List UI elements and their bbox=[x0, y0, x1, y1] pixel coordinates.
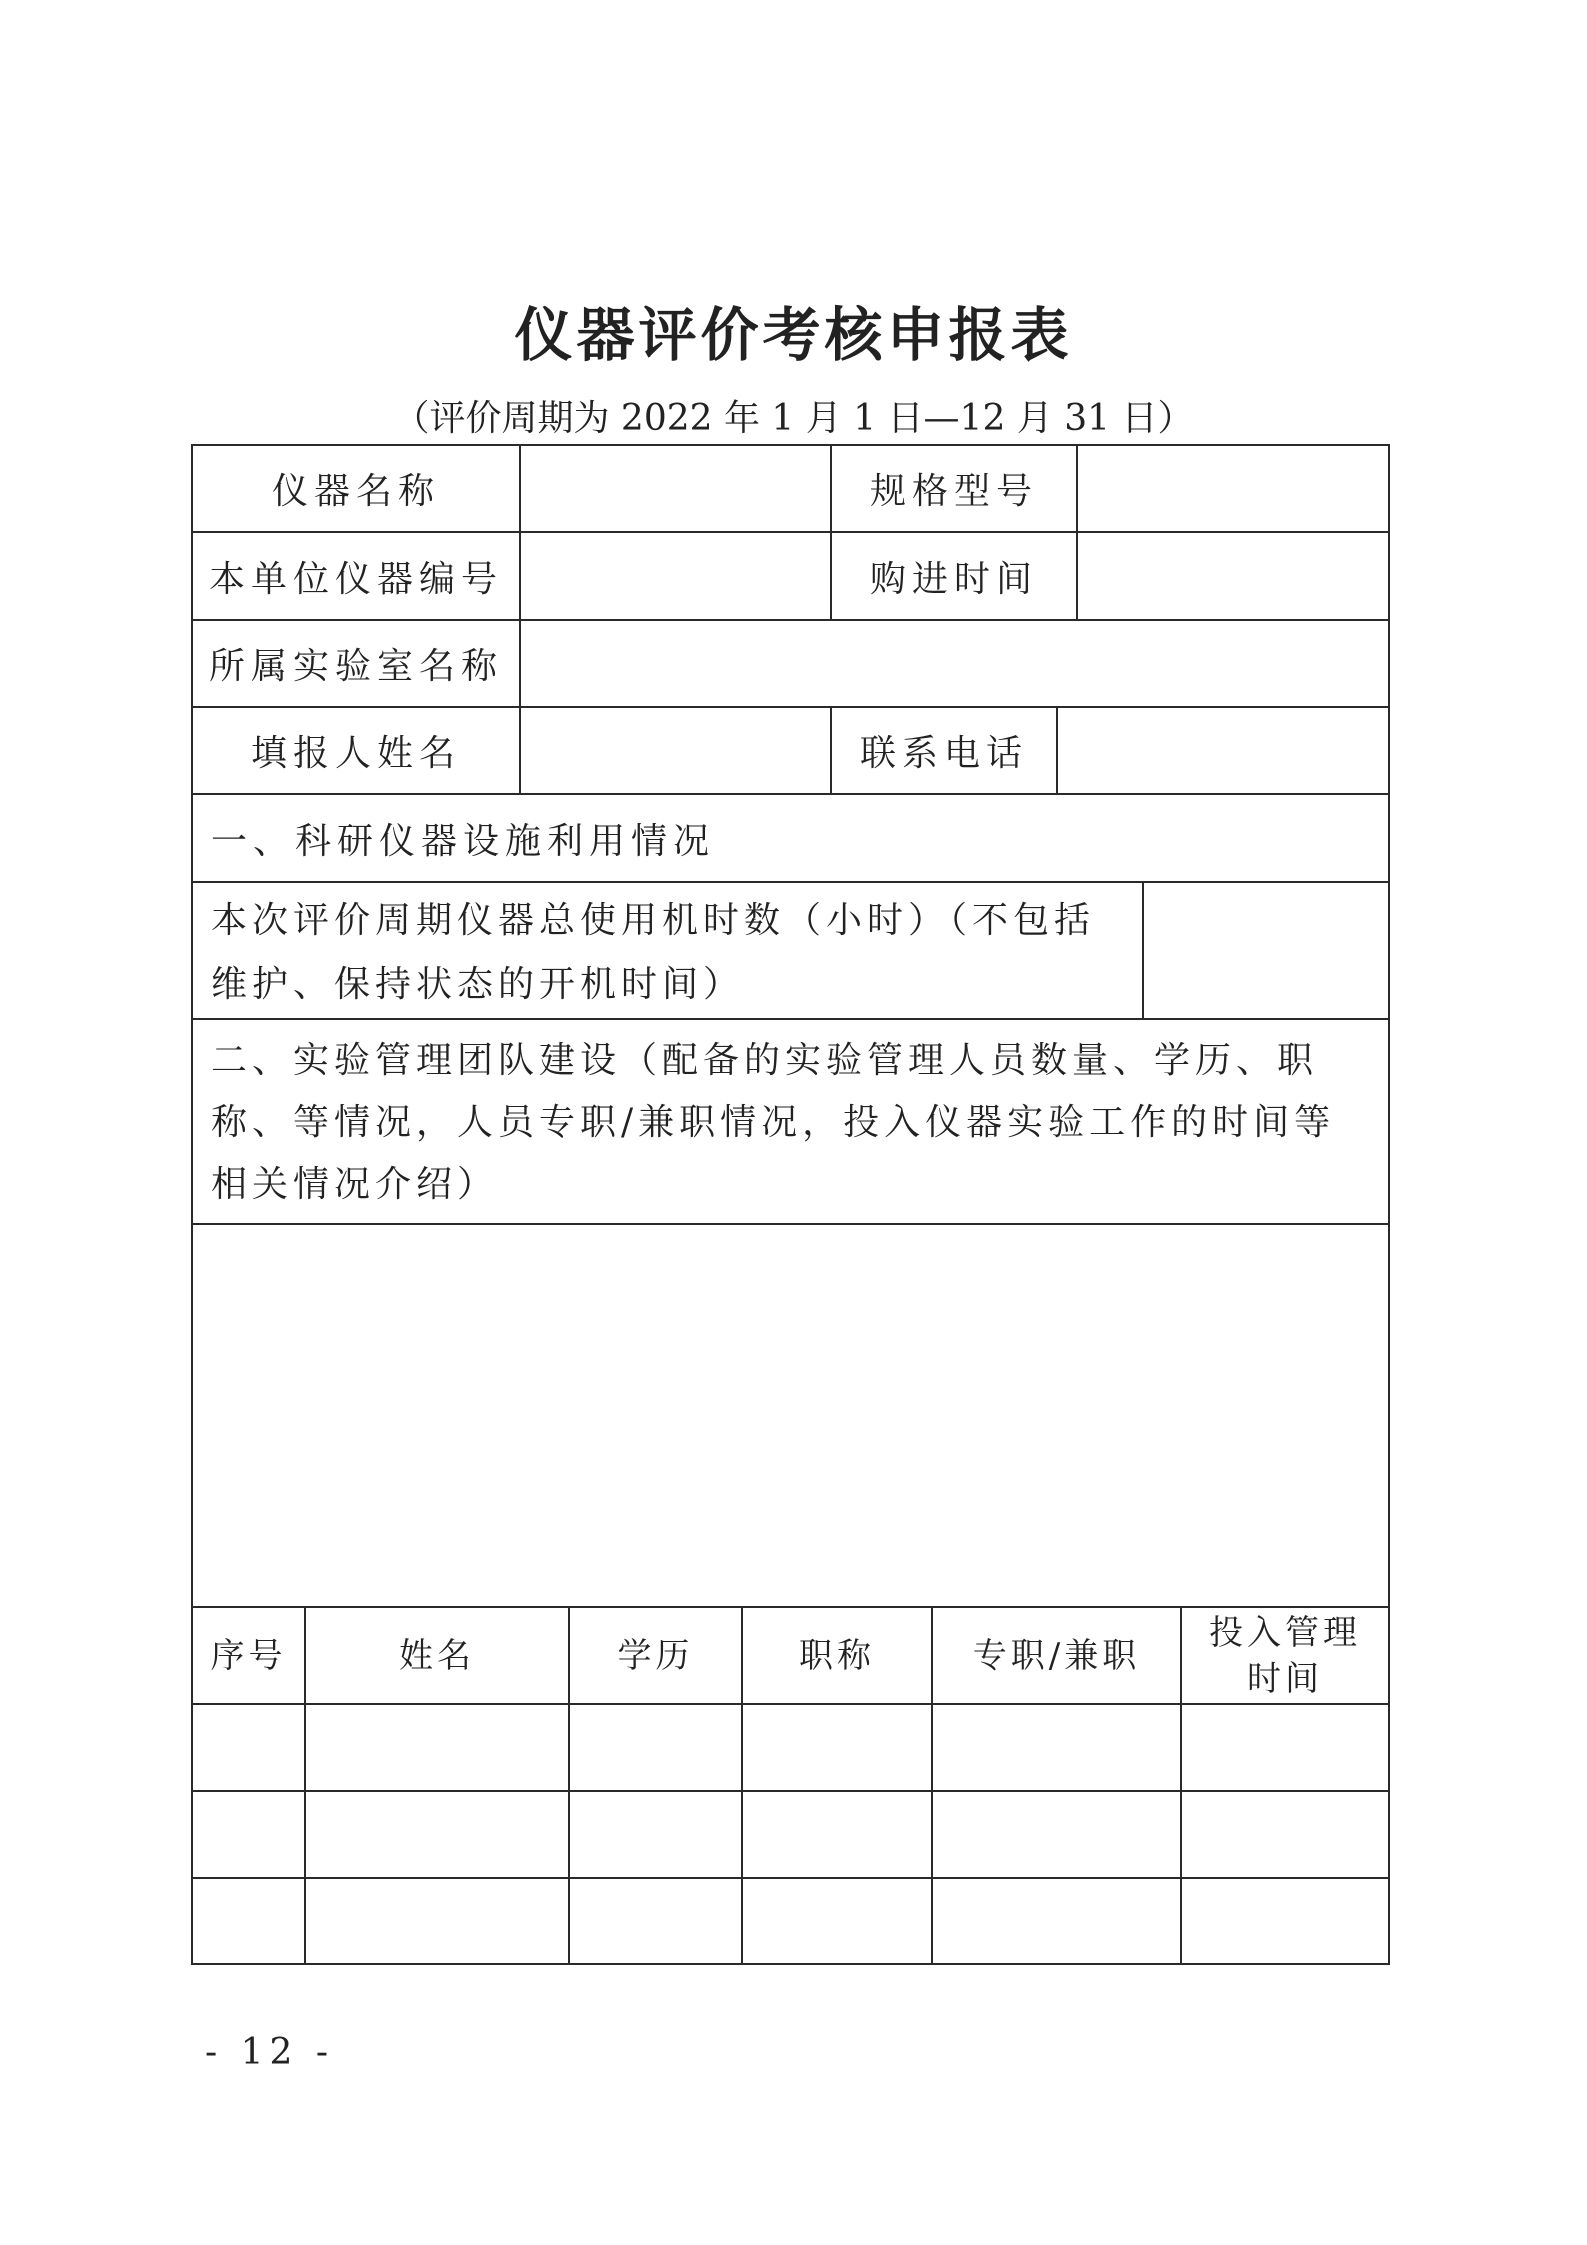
table-cell[interactable] bbox=[568, 1877, 743, 1965]
table-cell[interactable] bbox=[1180, 1790, 1390, 1879]
label-purchase-time: 购进时间 bbox=[830, 531, 1078, 621]
table-cell[interactable] bbox=[931, 1790, 1182, 1879]
table-cell[interactable] bbox=[931, 1703, 1182, 1792]
usage-hours-label: 本次评价周期仪器总使用机时数（小时）（不包括维护、保持状态的开机时间） bbox=[191, 881, 1144, 1020]
table-cell[interactable] bbox=[741, 1790, 933, 1879]
label-unit-instrument-no: 本单位仪器编号 bbox=[191, 531, 521, 621]
input-contact-phone[interactable] bbox=[1056, 706, 1390, 795]
table-cell[interactable] bbox=[931, 1877, 1182, 1965]
table-cell[interactable] bbox=[568, 1703, 743, 1792]
input-lab-name[interactable] bbox=[519, 619, 1390, 708]
table-cell[interactable] bbox=[191, 1790, 306, 1879]
input-reporter-name[interactable] bbox=[519, 706, 832, 795]
page-number: - 12 - bbox=[205, 2032, 335, 2073]
input-purchase-time[interactable] bbox=[1076, 531, 1390, 621]
label-spec-model: 规格型号 bbox=[830, 444, 1078, 533]
input-usage-hours[interactable] bbox=[1142, 881, 1390, 1020]
table-cell[interactable] bbox=[191, 1703, 306, 1792]
table-cell[interactable] bbox=[741, 1877, 933, 1965]
label-instrument-name: 仪器名称 bbox=[191, 444, 521, 533]
table-cell[interactable] bbox=[741, 1703, 933, 1792]
table-cell[interactable] bbox=[568, 1790, 743, 1879]
th-education: 学历 bbox=[568, 1606, 743, 1705]
input-unit-instrument-no[interactable] bbox=[519, 531, 832, 621]
table-cell[interactable] bbox=[1180, 1877, 1390, 1965]
input-spec-model[interactable] bbox=[1076, 444, 1390, 533]
table-cell[interactable] bbox=[304, 1877, 570, 1965]
label-lab-name: 所属实验室名称 bbox=[191, 619, 521, 708]
form-title: 仪器评价考核申报表 bbox=[514, 301, 1073, 369]
evaluation-period: （评价周期为 2022 年 1 月 1 日—12 月 31 日） bbox=[393, 398, 1194, 439]
label-reporter-name: 填报人姓名 bbox=[191, 706, 521, 795]
th-name: 姓名 bbox=[304, 1606, 570, 1705]
th-fulltime-parttime: 专职/兼职 bbox=[931, 1606, 1182, 1705]
th-management-time: 投入管理时间 bbox=[1180, 1606, 1390, 1705]
label-contact-phone: 联系电话 bbox=[830, 706, 1058, 795]
section1-title: 一、科研仪器设施利用情况 bbox=[191, 793, 1390, 883]
input-instrument-name[interactable] bbox=[519, 444, 832, 533]
table-cell[interactable] bbox=[304, 1790, 570, 1879]
section2-title: 二、实验管理团队建设（配备的实验管理人员数量、学历、职称、等情况，人员专职/兼职情况，投入仪器实验工作的时间等相关情况介绍） bbox=[191, 1018, 1390, 1225]
table-cell[interactable] bbox=[1180, 1703, 1390, 1792]
th-title: 职称 bbox=[741, 1606, 933, 1705]
th-index: 序号 bbox=[191, 1606, 306, 1705]
table-cell[interactable] bbox=[304, 1703, 570, 1792]
team-description-area[interactable] bbox=[191, 1223, 1390, 1608]
table-cell[interactable] bbox=[191, 1877, 306, 1965]
